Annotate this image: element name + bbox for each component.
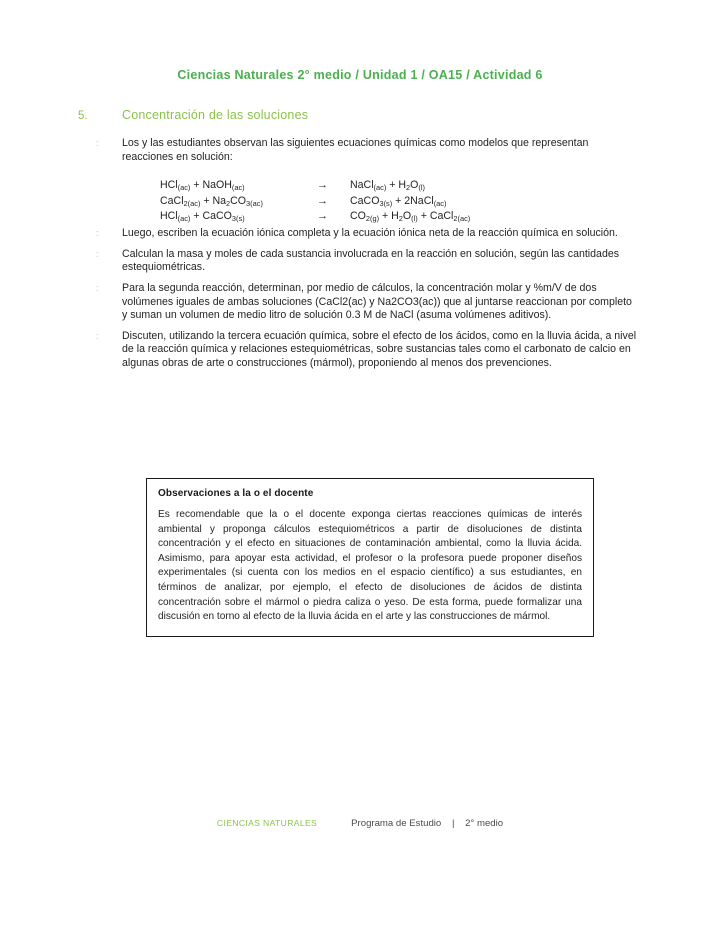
teacher-observations-box [146, 478, 594, 637]
observations-body: Es recomendable que la o el docente exponga ciertas reacciones químicas de interés ambiental y proponga cálculos estequiométricos a partir de disoluciones de distinta concentración y el efecto en situaciones de contaminación ambiental, como la lluvia ácida. Asimismo, para apoyar esta actividad, el profesor o la profesora puede proponer diseños experimentales (si cuenta con los medios en el espacio científico) a sus estudiantes, en términos de analizar, por ejemplo, el efecto de disoluciones de ácidos de distinta concentración sobre el mármol o piedra caliza o yeso. De esta forma, puede formalizar una discusión en torno al efecto de la lluvia ácida en el arte y las construcciones de mármol. [158, 509, 582, 623]
bullet-marker: : [96, 282, 99, 293]
equation-row [160, 209, 580, 225]
step-text: Calculan la masa y moles de cada sustancia involucrada en la reacción en solución, según las cantidades estequiométricas. [122, 247, 620, 274]
equation-row [160, 178, 580, 194]
list-item [95, 282, 640, 323]
step-text: Discuten, utilizando la tercera ecuación química, sobre el efecto de los ácidos, como en la lluvia ácida, a nivel de la reacción química y relaciones estequiométricas, sobre sustancias tales como el carbonato de calcio en algunas obras de arte o construcciones (mármol), proponiendo al menos dos prevenciones. [122, 329, 637, 369]
footer-level: 2° medio [465, 818, 504, 829]
activity-heading [78, 108, 658, 122]
activity-steps-list [95, 137, 640, 378]
equation-reactants: HCl$_{(ac)}$ + NaOH$_{(ac)}$ [160, 179, 245, 192]
activity-number: 5. [78, 110, 88, 122]
bullet-marker: : [96, 248, 99, 259]
footer-separator: | [451, 818, 455, 829]
reaction-arrow-icon: → [317, 194, 328, 207]
activity-title: Concentración de las soluciones [122, 108, 309, 122]
page-footer [0, 818, 720, 829]
equation-row [160, 194, 580, 210]
footer-meta [351, 818, 503, 829]
footer-program: Programa de Estudio [351, 818, 442, 829]
equation-reactants: HCl$_{(ac)}$ + CaCO$_{3(s)}$ [160, 210, 245, 223]
list-item [95, 227, 640, 241]
step-text: Los y las estudiantes observan las siguientes ecuaciones químicas como modelos que representan reacciones en solución: [122, 137, 589, 163]
bullet-marker: : [96, 228, 99, 239]
equation-products: CaCO$_{3(s)}$ + 2NaCl$_{(ac)}$ [350, 194, 447, 208]
reaction-arrow-icon: → [317, 210, 328, 222]
list-item [95, 330, 640, 371]
document-title: Ciencias Naturales 2° medio / Unidad 1 / OA15 / Actividad 6 [177, 68, 543, 82]
equation-products: $CO_{2(g)} + H_2O_{(l)}$ + CaCl$_{2(ac)}$ [350, 210, 471, 223]
step-text: Luego, escriben la ecuación iónica completa y la ecuación iónica neta de la reacción química en solución. [122, 227, 618, 240]
bullet-marker: : [96, 330, 99, 341]
bullet-marker: : [96, 138, 99, 148]
list-item [95, 248, 640, 275]
footer-subject: CIENCIAS NATURALES [216, 818, 318, 828]
chemical-equations-block [160, 178, 580, 225]
equation-products: NaCl$_{(ac)}$ + $H_2O_{(l)}$ [350, 179, 425, 192]
step-text: Para la segunda reacción, determinan, por medio de cálculos, la concentración molar y %m/V de dos volúmenes iguales de ambas soluciones (CaCl2(ac) y Na2CO3(ac)) que al juntarse reaccionan por completo y suman un volumen de medio litro de solución 0.3 M de NaCl (asuma volúmenes aditivos). [122, 281, 632, 322]
observations-title: Observaciones a la o el docente [158, 488, 314, 499]
list-item [95, 137, 640, 164]
reaction-arrow-icon: → [317, 179, 328, 191]
equation-reactants: CaCl$_{2(ac)}$ + $Na_2CO_{3(ac)}$ [160, 194, 263, 208]
